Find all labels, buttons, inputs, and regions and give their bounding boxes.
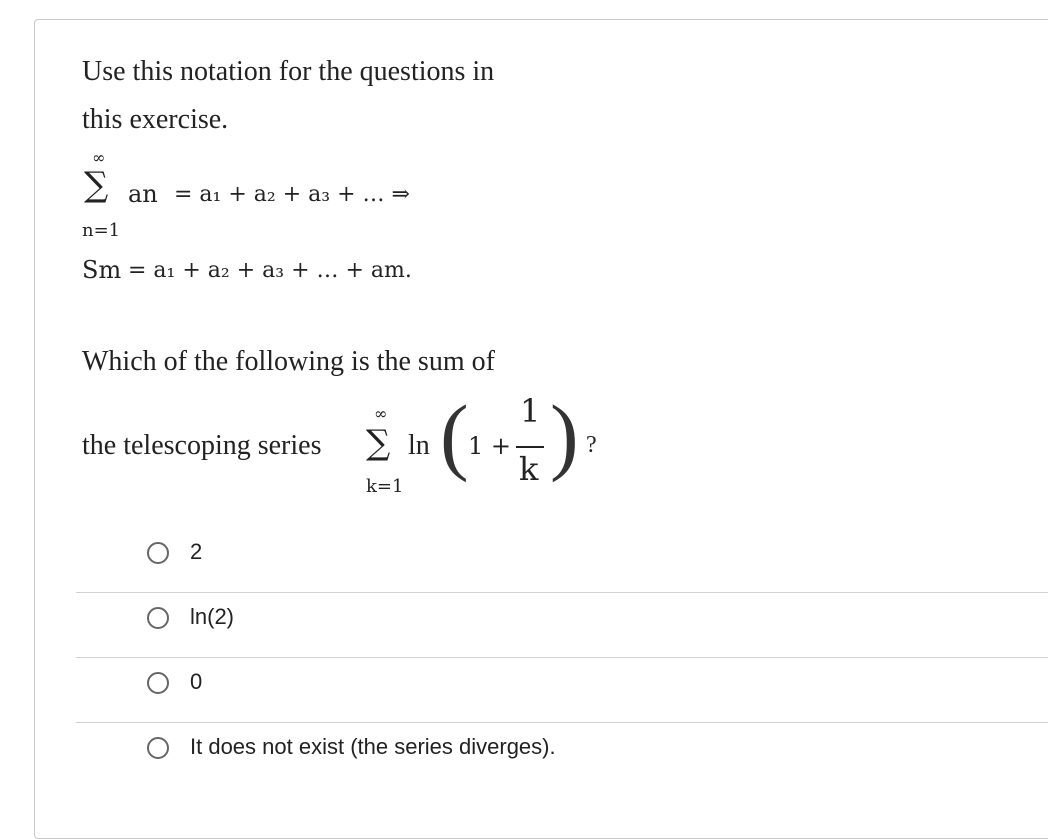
radio-button[interactable] bbox=[147, 607, 169, 629]
partial-sum-definition bbox=[82, 256, 582, 296]
sm-label: Sm bbox=[82, 256, 122, 284]
sigma-symbol: ∑ bbox=[84, 165, 109, 205]
choice-label: 0 bbox=[190, 669, 203, 694]
one-plus: 1 + bbox=[468, 432, 512, 460]
choice-option[interactable] bbox=[76, 592, 1048, 657]
intro-line-1: Use this notation for the questions in bbox=[82, 56, 495, 87]
choice-label: It does not exist (the series diverges). bbox=[190, 734, 556, 759]
radio-button[interactable] bbox=[147, 737, 169, 759]
question-suffix: ? bbox=[586, 432, 597, 458]
question-series bbox=[82, 387, 622, 502]
choice-label: ln(2) bbox=[190, 604, 235, 629]
ln-function: ln bbox=[408, 430, 430, 461]
series-expansion: = a₁ + a₂ + a₃ + … ⇒ bbox=[174, 182, 410, 207]
intro-line-2: this exercise. bbox=[82, 104, 229, 135]
choice-option[interactable] bbox=[76, 528, 1048, 592]
question-prefix: the telescoping series bbox=[82, 430, 322, 461]
question-sigma-upper: ∞ bbox=[374, 404, 388, 423]
right-paren: ) bbox=[550, 387, 579, 483]
question-line-1: Which of the following is the sum of bbox=[82, 346, 495, 377]
answer-choices bbox=[76, 528, 1048, 787]
fraction-bar bbox=[516, 446, 544, 448]
choice-label: 2 bbox=[190, 539, 203, 564]
notation-series bbox=[82, 148, 502, 243]
choice-option[interactable] bbox=[76, 722, 1048, 787]
radio-button[interactable] bbox=[147, 542, 169, 564]
question-sigma-symbol: ∑ bbox=[366, 423, 391, 463]
partial-sum-expansion: = a₁ + a₂ + a₃ + … + am. bbox=[128, 258, 412, 283]
sigma-upper-bound: ∞ bbox=[92, 148, 106, 167]
fraction-denominator: k bbox=[519, 450, 539, 488]
term-an: an bbox=[128, 180, 158, 208]
question-sigma-lower: k=1 bbox=[366, 476, 404, 497]
radio-button[interactable] bbox=[147, 672, 169, 694]
fraction-numerator: 1 bbox=[520, 392, 541, 430]
choice-option[interactable] bbox=[76, 657, 1048, 722]
left-paren: ( bbox=[440, 387, 469, 483]
sigma-lower-bound: n=1 bbox=[82, 220, 121, 241]
